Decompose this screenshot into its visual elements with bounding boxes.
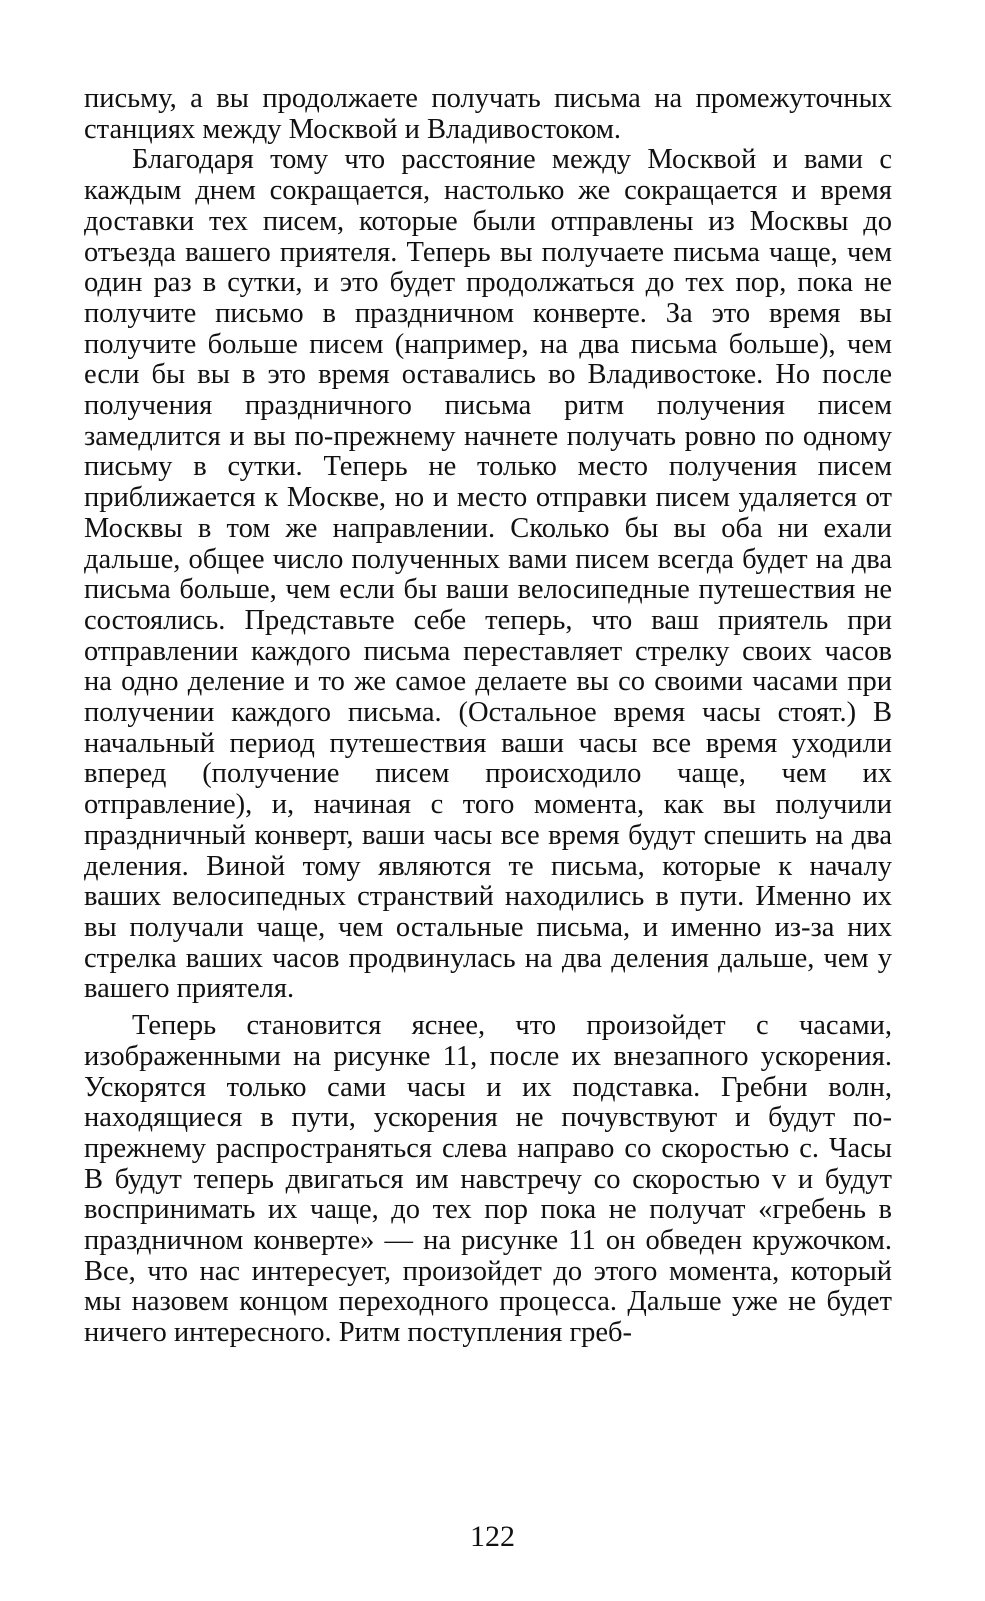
paragraph-2: Благодаря тому что расстояние между Москвой и вами с каждым днем сокращается, настолько же сокращается и время доставки тех писем, которые были отправлены из Москвы до отъезда вашего приятеля. Теперь вы получаете письма чаще, чем один раз в сутки, и это будет продолжаться до тех пор, пока не получите письмо в праздничном конверте. За это время вы получите больше писем (например, на два письма больше), чем если бы вы в это время оставались во Владивостоке. Но после получения праздничного письма ритм получения писем замедлится и вы по-прежнему начнете получать ровно по одному письму в сутки. Теперь не только место получения писем приближается к Москве, но и место отправки писем удаляется от Москвы в том же направлении. Сколько бы вы оба ни ехали дальше, общее число полученных вами писем всегда будет на два письма больше, чем если бы ваши велосипедные путешествия не состоялись. Представьте себе теперь, что ваш приятель при отправлении каждого письма переставляет стрелку своих часов на одно деление и то же самое делаете вы со своими часами при получении каждого письма. (Остальное время часы стоят.) В начальный период путешествия ваши часы все время уходили вперед (получение писем происходило чаще, чем их отправление), и, начиная с того момента, как вы получили праздничный конверт, ваши часы все время будут спешить на два деления. Виной тому являются те письма, которые к началу ваших велосипедных странствий находились в пути. Именно их вы получали чаще, чем остальные письма, и именно из-за них стрелка ваших часов продвинулась на два деления дальше, чем у вашего приятеля. bbox=[84, 144, 892, 1005]
page-body bbox=[84, 84, 892, 1349]
page-number: 122 bbox=[470, 1520, 515, 1553]
paragraph-1: письму, а вы продолжаете получать письма на промежуточных станциях между Москвой и Владивостоком. bbox=[84, 83, 892, 145]
paragraph-3: Теперь становится яснее, что произойдет с часами, изображенными на рисунке 11, после их внезапного ускорения. Ускорятся только сами часы и их подставка. Гребни волн, находящиеся в пути, ускорения не почувствуют и будут по-прежнему распространяться слева направо со скоростью c. Часы B будут теперь двигаться им навстречу со скоростью v и будут воспринимать их чаще, до тех пор пока не получат «гребень в праздничном конверте» — на рисунке 11 он обведен кружочком. Все, что нас интересует, произойдет до этого момента, который мы назовем концом переходного процесса. Дальше уже не будет ничего интересного. Ритм поступления греб- bbox=[84, 1010, 892, 1349]
